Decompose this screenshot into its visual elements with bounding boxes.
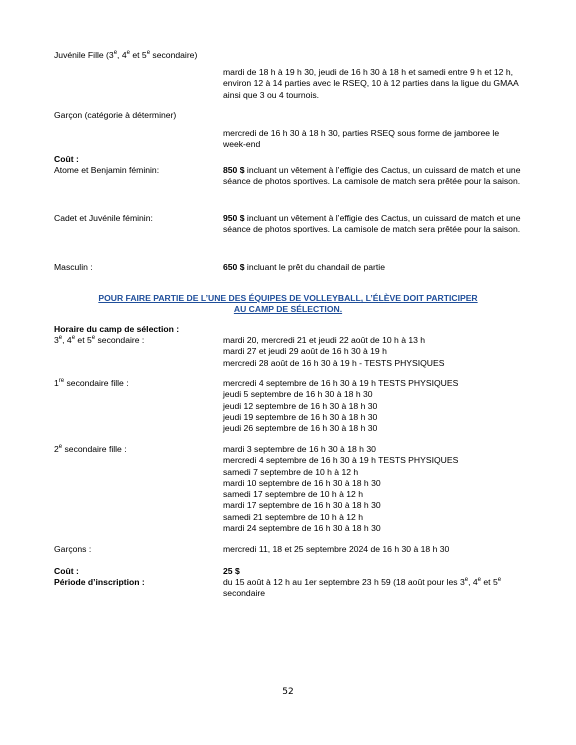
camp-label-sec345: 3e, 4e et 5e secondaire :: [54, 335, 145, 345]
registration-period: du 15 août à 12 h au 1er septembre 23 h 59 (18 août pour les 3e, 4e et 5e secondaire: [223, 577, 502, 599]
cout-heading: Coût :: [54, 154, 79, 164]
camp-lines-sec2: [223, 444, 523, 534]
cout-value-atome: 850 $ incluant un vêtement à l’effigie des Cactus, un cuissard de match et une séance de photos sportives. La camisole de match sera prêtée pour la saison.: [223, 165, 521, 187]
list-item: jeudi 5 septembre de 16 h 30 à 18 h 30: [223, 389, 373, 400]
camp-label-sec2: 2e secondaire fille :: [54, 444, 127, 454]
registration-label: Période d’inscription :: [54, 577, 145, 587]
price: 850 $: [223, 165, 245, 175]
cout-label-masculin: Masculin :: [54, 262, 93, 272]
camp-lines-sec345: [223, 335, 523, 369]
camp-lines-sec1: [223, 378, 523, 434]
list-item: mardi 20, mercredi 21 et jeudi 22 août de 10 h à 13 h: [223, 335, 426, 345]
garcon-label: Garçon (catégorie à déterminer): [54, 110, 177, 120]
fee-value: 25 $: [223, 566, 240, 576]
juvenile-fille-schedule: mardi de 18 h à 19 h 30, jeudi de 16 h 30 à 18 h et samedi entre 9 h et 12 h, environ 12 à 14 parties avec le RSEQ, 10 à 12 parties dans la ligue du GMAA ainsi que 3 ou 4 tournois.: [223, 67, 519, 100]
list-item: mercredi 4 septembre de 16 h 30 à 19 h TESTS PHYSIQUES: [223, 455, 459, 466]
camp-heading: Horaire du camp de sélection :: [54, 324, 180, 334]
list-item: mardi 27 et jeudi 29 août de 16 h 30 à 19 h: [223, 346, 387, 357]
camp-label-garcons: Garçons :: [54, 544, 92, 554]
list-item: jeudi 12 septembre de 16 h 30 à 18 h 30: [223, 400, 378, 411]
camp-line-garcons: mercredi 11, 18 et 25 septembre 2024 de 16 h 30 à 18 h 30: [223, 544, 450, 554]
page-number: 52: [282, 687, 294, 697]
list-item: jeudi 26 septembre de 16 h 30 à 18 h 30: [223, 423, 378, 434]
cout-value-masculin: 650 $ incluant le prêt du chandail de partie: [223, 262, 385, 272]
camp-label-sec1: 1re secondaire fille :: [54, 378, 129, 388]
fee-label: Coût :: [54, 566, 79, 576]
cout-value-cadet: 950 $ incluant un vêtement à l’effigie des Cactus, un cuissard de match et une séance de photos sportives. La camisole de match sera prêtée pour la saison.: [223, 213, 521, 235]
cout-label-cadet: Cadet et Juvénile féminin:: [54, 213, 153, 223]
list-item: mardi 17 septembre de 16 h 30 à 18 h 30: [223, 500, 381, 511]
list-item: samedi 7 septembre de 10 h à 12 h: [223, 466, 359, 477]
price: 950 $: [223, 213, 245, 223]
list-item: mardi 24 septembre de 16 h 30 à 18 h 30: [223, 523, 381, 534]
list-item: mercredi 4 septembre de 16 h 30 à 19 h TESTS PHYSIQUES: [223, 378, 459, 388]
selection-camp-banner: POUR FAIRE PARTIE DE L’UNE DES ÉQUIPES DE VOLLEYBALL, L’ÉLÈVE DOIT PARTICIPER AU CAMP DE SÉLECTION.: [98, 293, 478, 315]
cout-label-atome: Atome et Benjamin féminin:: [54, 165, 160, 175]
list-item: samedi 17 septembre de 10 h à 12 h: [223, 489, 363, 500]
list-item: mardi 10 septembre de 16 h 30 à 18 h 30: [223, 477, 381, 488]
list-item: samedi 21 septembre de 10 h à 12 h: [223, 511, 363, 522]
garcon-schedule: mercredi de 16 h 30 à 18 h 30, parties RSEQ sous forme de jamboree le week-end: [223, 128, 500, 150]
juvenile-fille-label: Juvénile Fille (3e, 4e et 5e secondaire): [54, 50, 198, 60]
price: 650 $: [223, 262, 245, 272]
list-item: jeudi 19 septembre de 16 h 30 à 18 h 30: [223, 411, 378, 422]
list-item: mercredi 28 août de 16 h 30 à 19 h - TESTS PHYSIQUES: [223, 357, 445, 368]
list-item: mardi 3 septembre de 16 h 30 à 18 h 30: [223, 444, 376, 454]
